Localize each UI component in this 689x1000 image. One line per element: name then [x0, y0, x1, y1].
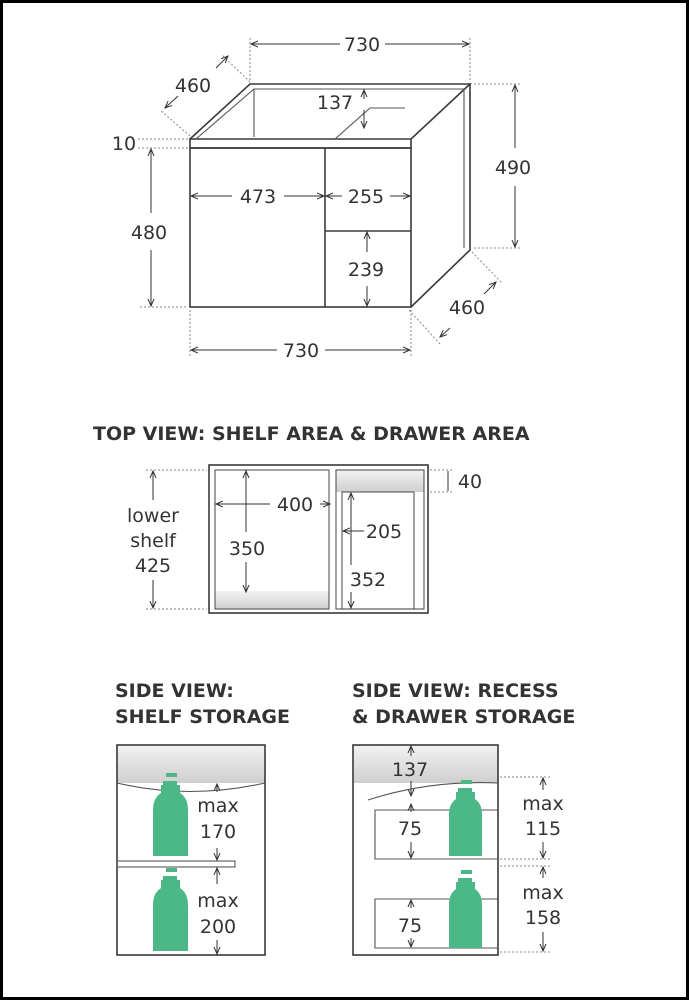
shelf-upper-max-label: max [197, 795, 239, 817]
recess-lower-max-value: 158 [524, 907, 562, 929]
dim-bottom-width [190, 310, 411, 362]
dim-shelf-upper-max [197, 784, 238, 860]
top-view [93, 423, 530, 613]
side-shelf-top-shade [117, 745, 265, 783]
dim-back-height [474, 84, 531, 248]
bottle-recess-upper [449, 780, 482, 856]
cabinet-top-edge [190, 139, 411, 148]
drawer-height-label: 239 [347, 259, 385, 281]
bottle-upper [153, 773, 188, 856]
drawer-width-label: 255 [347, 186, 385, 208]
recess-depth-label: 137 [316, 92, 354, 114]
shelf-width-label: 400 [276, 494, 314, 516]
bottom-width-label: 730 [282, 340, 320, 362]
recess-upper-max-value: 115 [524, 818, 562, 840]
bottle-lower [153, 868, 188, 951]
top-thickness-label: 10 [111, 133, 137, 155]
shelf-lower-max-label: max [197, 890, 239, 912]
depth-top-label: 460 [174, 75, 212, 97]
back-height-label: 490 [494, 157, 532, 179]
bottle-recess-lower [449, 870, 482, 948]
side-recess-title-1: SIDE VIEW: RECESS [352, 680, 559, 702]
drawer-back-shade [336, 470, 424, 492]
recess-height-label: 137 [391, 759, 429, 781]
gap-label: 40 [457, 471, 483, 493]
lower-inner-label: 75 [397, 915, 423, 937]
dim-drawer-width [326, 186, 410, 208]
dim-lower-inner [398, 900, 422, 947]
dim-upper-inner [398, 804, 422, 858]
drawer-depth-label: 352 [349, 569, 387, 591]
side-recess-title-2: & DRAWER STORAGE [352, 706, 576, 728]
side-shelf-title-1: SIDE VIEW: [115, 680, 234, 702]
dim-recess-upper-max [500, 777, 564, 859]
shelf-upper-max-value: 170 [199, 821, 237, 843]
side-shelf-title-2: SHELF STORAGE [115, 706, 290, 728]
dim-recess-depth [317, 90, 364, 128]
shelf-depth-label: 350 [228, 538, 266, 560]
shelf-board [117, 861, 235, 867]
lower-shelf-line1: lower [127, 505, 179, 527]
recess-lower-max-label: max [522, 882, 564, 904]
cabinet-front [190, 148, 411, 307]
top-width-label: 730 [343, 34, 381, 56]
shelf-lower-max-value: 200 [199, 916, 237, 938]
dim-shelf-lower-max [197, 868, 238, 954]
dim-depth-bottom [409, 252, 502, 344]
dim-recess-lower-max [500, 866, 564, 952]
dim-drawer-depth [350, 493, 386, 608]
dim-drawer-width-top [343, 521, 402, 543]
dim-gap [430, 470, 482, 493]
dim-top-thickness [112, 133, 188, 155]
main-view [112, 34, 531, 362]
dim-shelf-depth [229, 471, 265, 592]
shelf-front-shade [215, 591, 329, 609]
upper-inner-label: 75 [397, 818, 423, 840]
front-height-label: 480 [130, 222, 168, 244]
cabinet-side [411, 84, 470, 307]
depth-bottom-label: 460 [448, 297, 486, 319]
side-view-shelf [115, 680, 290, 955]
recess-upper-max-label: max [522, 793, 564, 815]
lower-shelf-value: 425 [134, 555, 172, 577]
dim-front-height [131, 149, 188, 307]
side-view-recess [352, 680, 575, 955]
drawer-area [342, 492, 414, 609]
dim-shelf-width [216, 494, 330, 516]
dim-door-width [191, 186, 324, 208]
dim-top-width [250, 34, 470, 80]
door-width-label: 473 [239, 186, 277, 208]
lower-shelf-line2: shelf [130, 530, 176, 552]
drawer-width-top-label: 205 [365, 521, 403, 543]
dim-lower-shelf [127, 470, 207, 609]
top-view-title: TOP VIEW: SHELF AREA & DRAWER AREA [93, 423, 530, 445]
dim-drawer-height [348, 232, 384, 306]
